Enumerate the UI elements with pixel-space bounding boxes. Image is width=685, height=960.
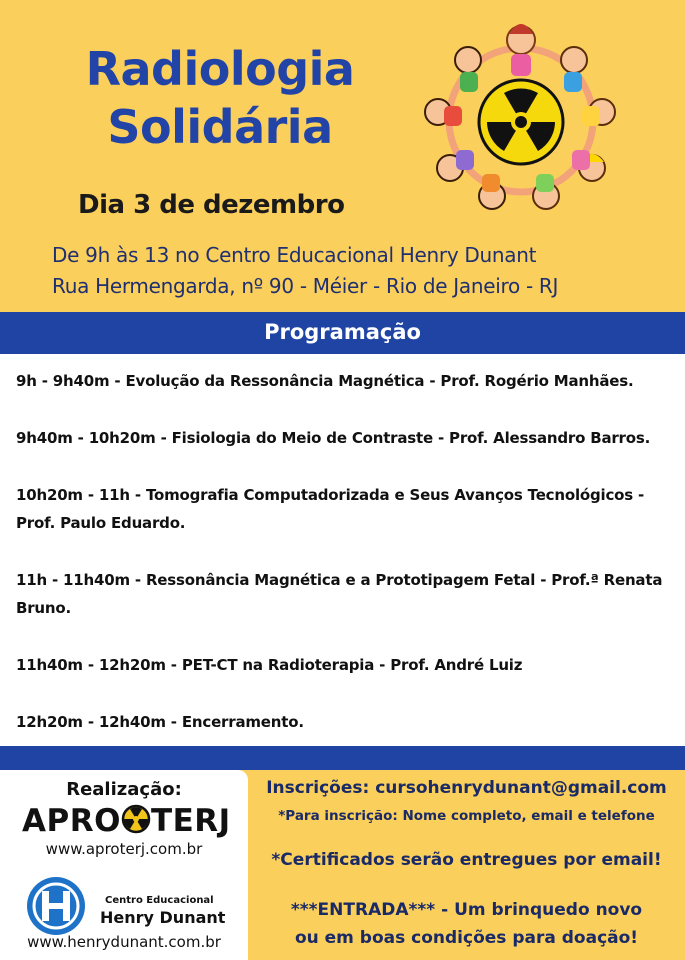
- program-item-text-cont: Bruno.: [16, 599, 71, 617]
- program-heading: Programação: [264, 320, 421, 344]
- program-item-text: 11h - 11h40m - Ressonância Magnética e a Prototipagem Fetal - Prof.ª Renata: [16, 571, 663, 589]
- program-item: [16, 367, 671, 395]
- program-item: [16, 424, 671, 452]
- registration-note: *Para inscrição: Nome completo, email e telefone: [278, 808, 655, 824]
- henry-dunant-name: Henry Dunant: [100, 908, 226, 927]
- aproterj-logo-text-b: TERJ: [150, 803, 231, 839]
- registration-info: [248, 770, 685, 960]
- entry-note-line-2: ou em boas condições para doação!: [294, 928, 639, 948]
- aproterj-website-link[interactable]: www.aproterj.com.br: [45, 840, 203, 858]
- program-heading-band: [0, 312, 685, 354]
- program-item: [16, 708, 671, 736]
- program-item-text: 10h20m - 11h - Tomografia Computadorizada e Seus Avanços Tecnológicos -: [16, 486, 645, 504]
- location-line-1: De 9h às 13 no Centro Educacional Henry Dunant: [52, 243, 537, 267]
- event-title: [55, 40, 385, 156]
- henry-dunant-subtitle: Centro Educacional: [105, 895, 214, 906]
- henry-dunant-website-link[interactable]: www.henrydunant.com.br: [27, 933, 221, 951]
- location-line-2: Rua Hermengarda, nº 90 - Méier - Rio de Janeiro - RJ: [52, 274, 559, 298]
- children-circle-radiation-emblem: [396, 12, 646, 220]
- henry-dunant-logo-icon: [26, 876, 86, 936]
- program-item-text: 11h40m - 12h20m - PET-CT na Radioterapia - Prof. André Luiz: [16, 656, 523, 674]
- title-line-1: Radiologia: [85, 42, 355, 96]
- program-item: [16, 481, 671, 537]
- entry-note-line-1: ***ENTRADA*** - Um brinquedo novo: [290, 900, 643, 920]
- event-date: Dia 3 de dezembro: [78, 190, 345, 220]
- radiation-symbol-icon: [479, 80, 563, 164]
- radiation-ring-icon: [121, 804, 151, 834]
- program-item-text: 9h40m - 10h20m - Fisiologia do Meio de Contraste - Prof. Alessandro Barros.: [16, 429, 651, 447]
- header-section: [0, 0, 685, 312]
- title-line-2: Solidária: [107, 100, 333, 154]
- program-item-text: 12h20m - 12h40m - Encerramento.: [16, 713, 304, 731]
- program-item: [16, 566, 671, 622]
- aproterj-logo: [22, 803, 231, 839]
- program-item-text: 9h - 9h40m - Evolução da Ressonância Magnética - Prof. Rogério Manhães.: [16, 372, 634, 390]
- aproterj-logo-text-a: APRO: [22, 803, 121, 839]
- footer-divider-band: [0, 746, 685, 770]
- registration-email[interactable]: Inscrições: cursohenrydunant@gmail.com: [266, 778, 667, 798]
- program-item-text-cont: Prof. Paulo Eduardo.: [16, 514, 186, 532]
- event-location: [52, 240, 558, 302]
- program-item: [16, 651, 671, 679]
- certificates-note: *Certificados serão entregues por email!: [271, 850, 662, 870]
- realizacao-label: Realização:: [66, 779, 182, 800]
- organizers-card: [0, 770, 248, 960]
